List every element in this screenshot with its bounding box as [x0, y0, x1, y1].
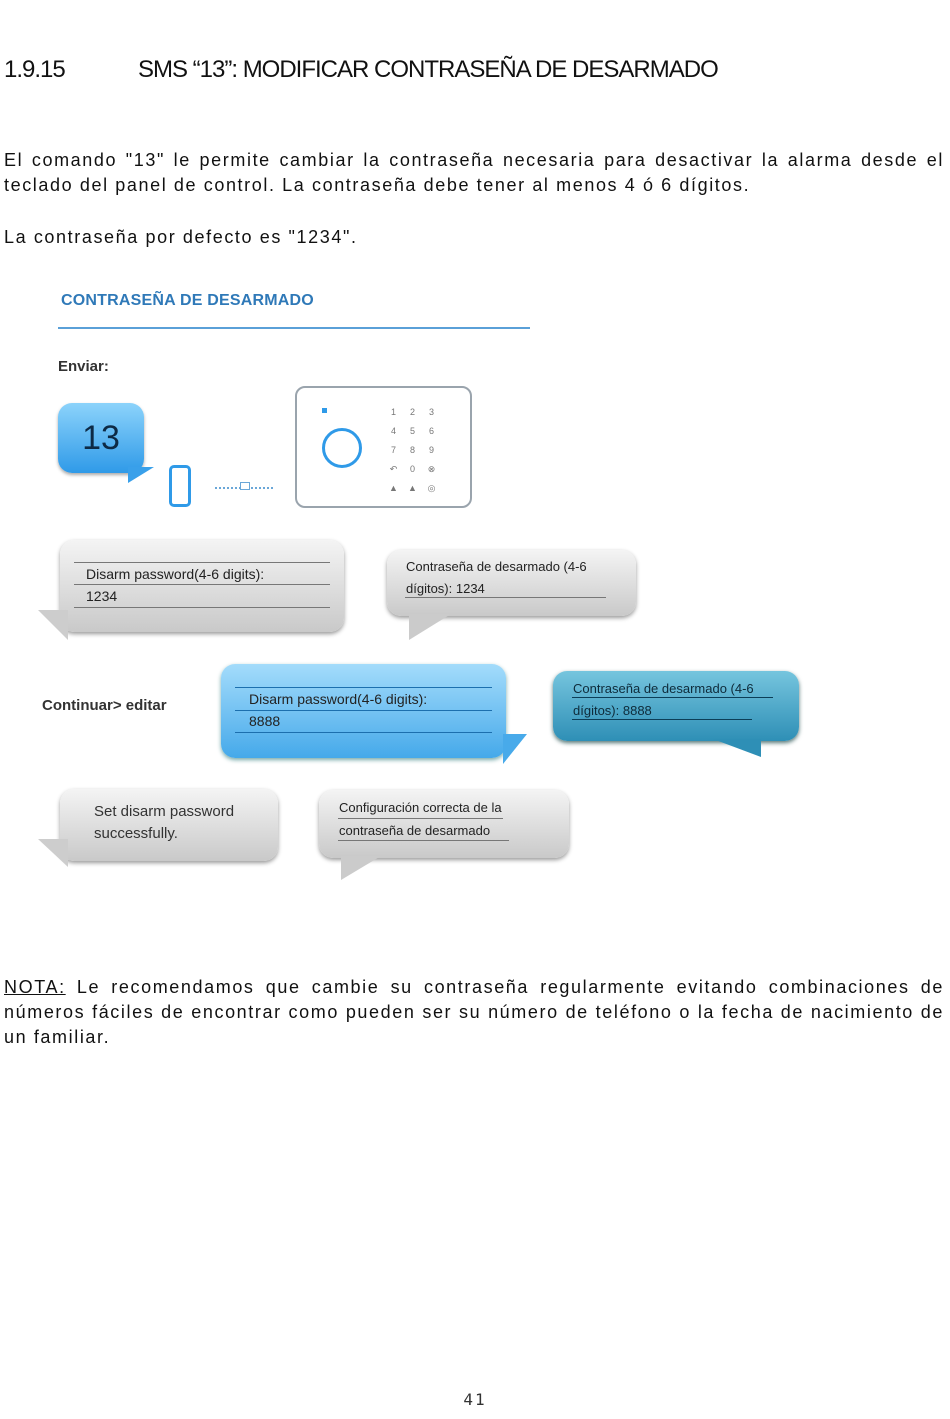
- reply-bubble-es: [387, 550, 636, 616]
- bubble-rule: [572, 719, 752, 720]
- send-label: Enviar:: [58, 358, 109, 375]
- panel-keypad: [384, 403, 444, 498]
- edit-bubble-en: [221, 664, 506, 758]
- bubble-tail: [38, 839, 68, 867]
- note-label: NOTA:: [4, 977, 66, 997]
- reply-bubble-en: [60, 540, 344, 632]
- confirm-bubble-es: [319, 790, 569, 858]
- reply-es-line2: dígitos): 1234: [406, 581, 485, 596]
- panel-ring-icon: [322, 428, 362, 468]
- home-icon: ▲: [408, 483, 417, 493]
- intro-text: El comando "13" le permite cambiar la contraseña necesaria para desactivar la alarma desde el teclado del panel de control. La contraseña debe tener al menos 4 ó 6 dígitos.: [4, 150, 944, 195]
- note-paragraph: [4, 975, 944, 1050]
- bubble-tail: [409, 614, 451, 640]
- bubble-rule: [235, 687, 492, 688]
- panel-indicator-icon: [322, 408, 327, 413]
- command-bubble-tail: [128, 467, 154, 483]
- confirm-bubble-en: [60, 789, 278, 861]
- reply-es-line1: Contraseña de desarmado (4-6: [406, 559, 587, 574]
- note-text: Le recomendamos que cambie su contraseña regularmente evitando combinaciones de números fáciles de encontrar como pueden ser su número de teléfono o la fecha de nacimiento de un familiar.: [4, 977, 944, 1047]
- command-bubble: [58, 403, 144, 473]
- bubble-rule: [235, 710, 492, 711]
- key: 1: [390, 407, 396, 417]
- lock-icon: ▲: [389, 483, 398, 493]
- diagram-title: CONTRASEÑA DE DESARMADO: [61, 292, 314, 309]
- bubble-rule: [74, 607, 330, 608]
- edit-es-line1: Contraseña de desarmado (4-6: [573, 681, 754, 696]
- confirm-en-line1: Set disarm password: [94, 803, 235, 820]
- reply-en-line2: 1234: [86, 588, 118, 604]
- key: 8: [409, 445, 415, 455]
- reply-en-line1: Disarm password(4-6 digits):: [86, 566, 265, 582]
- confirm-en-line2: successfully.: [94, 825, 178, 842]
- bubble-rule: [338, 818, 503, 819]
- edit-en-line2: 8888: [249, 713, 281, 729]
- key: 6: [428, 426, 434, 436]
- key: 4: [390, 426, 396, 436]
- bubble-rule: [338, 840, 509, 841]
- command-text: 13: [82, 419, 120, 457]
- phone-icon: [169, 465, 191, 507]
- edit-es-line2: dígitos): 8888: [573, 703, 652, 718]
- confirm-es-line1: Configuración correcta de la: [339, 800, 502, 815]
- bubble-rule: [74, 562, 330, 563]
- intro-paragraph: [4, 148, 944, 198]
- default-password-text: La contraseña por defecto es "1234".: [4, 227, 358, 247]
- edit-en-line1: Disarm password(4-6 digits):: [249, 691, 428, 707]
- key-right-icon: ⊗: [427, 464, 436, 474]
- key-left-icon: ↶: [389, 464, 398, 474]
- envelope-icon: [240, 482, 250, 490]
- bubble-rule: [235, 732, 492, 733]
- key: 3: [428, 407, 434, 417]
- key: 0: [409, 464, 415, 474]
- section-number: 1.9.15: [4, 56, 65, 83]
- page-number: 41: [463, 1390, 487, 1409]
- continue-edit-label: Continuar> editar: [42, 697, 167, 714]
- key: 2: [409, 407, 415, 417]
- section-title: SMS “13”: MODIFICAR CONTRASEÑA DE DESARMADO: [138, 56, 718, 83]
- bubble-rule: [572, 697, 773, 698]
- unlock-icon: ◎: [427, 483, 436, 493]
- edit-bubble-es: [553, 671, 799, 741]
- key: 5: [409, 426, 415, 436]
- bubble-rule: [74, 584, 330, 585]
- default-password-paragraph: [4, 225, 944, 250]
- diagram-title-rule: [58, 327, 530, 329]
- bubble-rule: [405, 597, 606, 598]
- key: 9: [428, 445, 434, 455]
- key: 7: [390, 445, 396, 455]
- bubble-tail: [341, 856, 381, 880]
- confirm-es-line2: contraseña de desarmado: [339, 823, 491, 838]
- bubble-tail: [713, 739, 761, 757]
- bubble-tail: [503, 734, 527, 764]
- bubble-tail: [38, 610, 68, 640]
